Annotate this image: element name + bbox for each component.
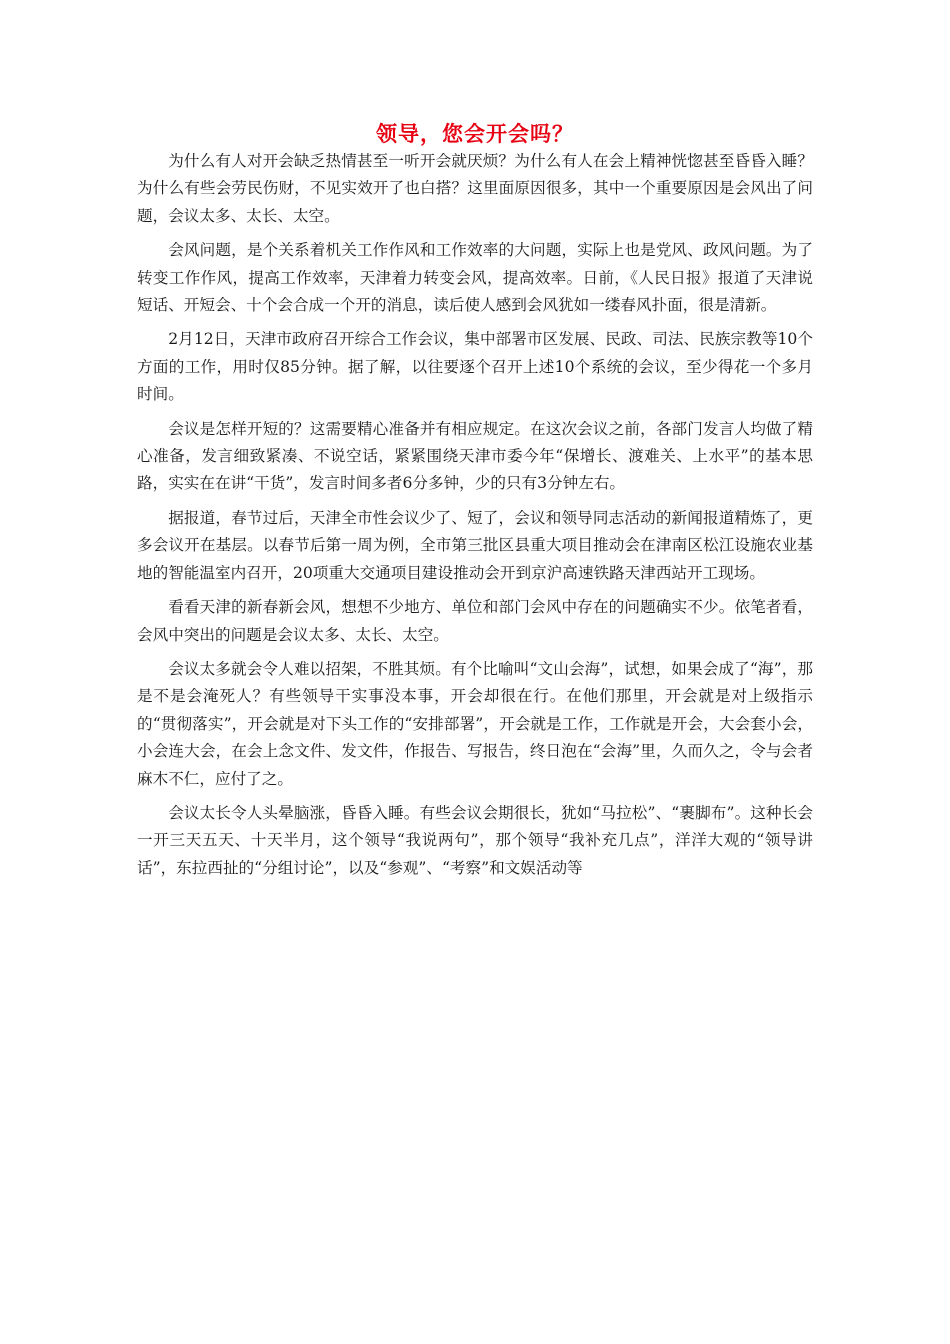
paragraph: 据报道，春节过后，天津全市性会议少了、短了，会议和领导同志活动的新闻报道精炼了，更多会议开在基层。以春节后第一周为例，全市第三批区县重大项目推动会在津南区松江设施农业基地的智能温室内召开，20项重大交通项目建设推动会开到京沪高速铁路天津西站开工现场。: [137, 508, 813, 582]
page-title: 领导，您会开会吗？: [376, 122, 574, 146]
paragraph: 为什么有人对开会缺乏热情甚至一听开会就厌烦？为什么有人在会上精神恍惚甚至昏昏入睡？为什么有些会劳民伤财，不见实效开了也白搭？这里面原因很多，其中一个重要原因是会风出了问题，会议太多、太长、太空。: [137, 152, 813, 225]
paragraph: 2月12日，天津市政府召开综合工作会议，集中部署市区发展、民政、司法、民族宗教等10个方面的工作，用时仅85分钟。据了解，以往要逐个召开上述10个系统的会议，至少得花一个多月时间。: [137, 330, 813, 404]
paragraph: 会议是怎样开短的？这需要精心准备并有相应规定。在这次会议之前，各部门发言人均做了精心准备，发言细致紧凑、不说空话，紧紧围绕天津市委今年“保增长、渡难关、上水平”的基本思路，实实在在讲“干货”，发言时间多者6分多钟，少的只有3分钟左右。: [137, 419, 813, 493]
paragraph: 会议太多就会令人难以招架，不胜其烦。有个比喻叫“文山会海”，试想，如果会成了“海”，那是不是会淹死人？有些领导干实事没本事，开会却很在行。在他们那里，开会就是对上级指示的“贯彻落实”，开会就是对下头工作的“安排部署”，开会就是工作，工作就是开会，大会套小会，小会连大会，在会上念文件、发文件，作报告、写报告，终日泡在“会海”里，久而久之，令与会者麻木不仁，应付了之。: [137, 659, 813, 788]
article-body: [137, 148, 813, 889]
paragraph: 会议太长令人头晕脑涨，昏昏入睡。有些会议会期很长，犹如“马拉松”、“裹脚布”。这种长会一开三天五天、十天半月，这个领导“我说两句”，那个领导“我补充几点”，洋洋大观的“领导讲话”，东拉西扯的“分组讨论”，以及“参观”、“考察”和文娱活动等: [137, 803, 813, 877]
paragraph: 看看天津的新春新会风，想想不少地方、单位和部门会风中存在的问题确实不少。依笔者看，会风中突出的问题是会议太多、太长、太空。: [137, 598, 813, 644]
paragraph: 会风问题，是个关系着机关工作作风和工作效率的大问题，实际上也是党风、政风问题。为了转变工作作风，提高工作效率，天津着力转变会风，提高效率。日前，《人民日报》报道了天津说短话、开短会、十个会合成一个开的消息，读后使人感到会风犹如一缕春风扑面，很是清新。: [137, 241, 813, 315]
